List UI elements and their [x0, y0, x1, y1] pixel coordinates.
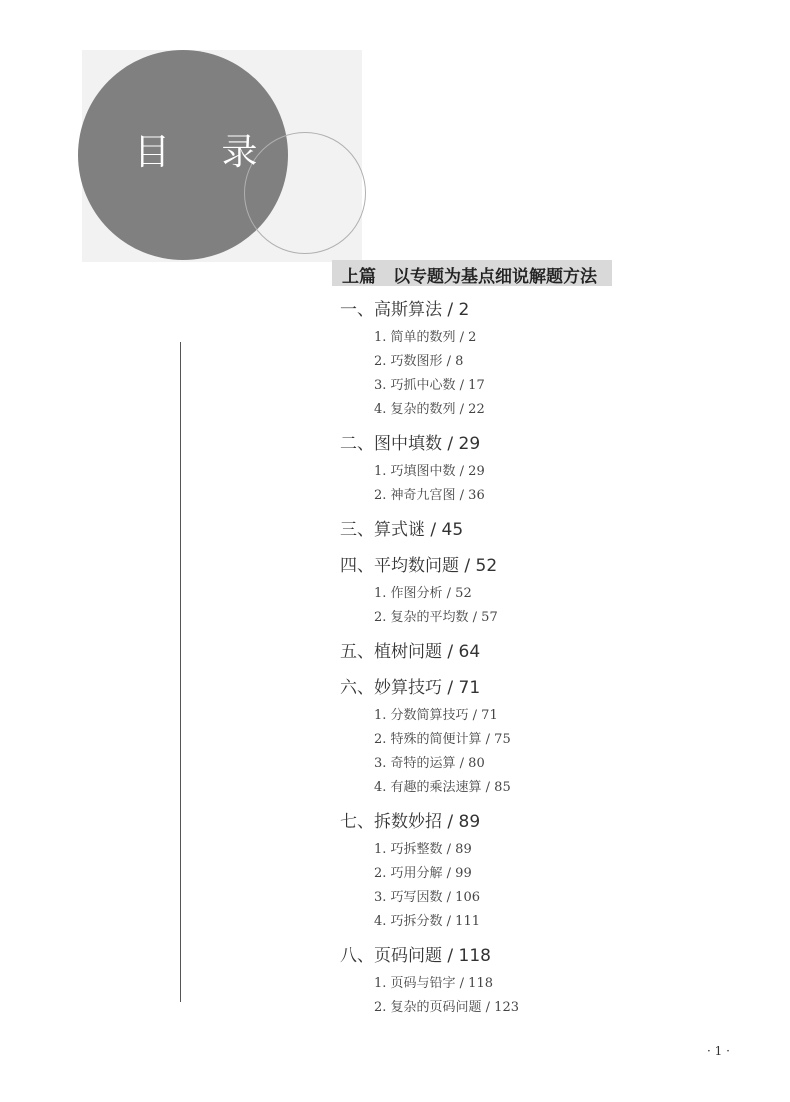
- chapter-spacer: [340, 1020, 760, 1028]
- chapter: [340, 674, 760, 808]
- page-number: · 1 ·: [707, 1044, 730, 1058]
- chapter: [340, 430, 760, 516]
- section-entry[interactable]: 4. 复杂的数列 / 22: [374, 402, 485, 417]
- section-entry[interactable]: 4. 有趣的乘法速算 / 85: [374, 780, 511, 795]
- chapter: [340, 638, 760, 674]
- section-entry[interactable]: 2. 巧用分解 / 99: [374, 866, 472, 881]
- section-entry[interactable]: 2. 特殊的简便计算 / 75: [374, 732, 511, 747]
- chapter-title[interactable]: 二、图中填数 / 29: [340, 434, 481, 454]
- chapter-spacer: [340, 630, 760, 638]
- chapter: [340, 808, 760, 942]
- chapter-spacer: [340, 544, 760, 552]
- chapter-spacer: [340, 800, 760, 808]
- chapter: [340, 516, 760, 552]
- chapter-title[interactable]: 五、植树问题 / 64: [340, 642, 481, 662]
- section-entry[interactable]: 2. 神奇九宫图 / 36: [374, 488, 485, 503]
- page-title: 目 录: [134, 132, 278, 173]
- section-entry[interactable]: 3. 奇特的运算 / 80: [374, 756, 485, 771]
- section-entry[interactable]: 2. 复杂的页码问题 / 123: [374, 1000, 519, 1015]
- chapter-spacer: [340, 934, 760, 942]
- section-entry[interactable]: 3. 巧抓中心数 / 17: [374, 378, 485, 393]
- chapter-title[interactable]: 三、算式谜 / 45: [340, 520, 464, 540]
- table-of-contents: [340, 296, 760, 1028]
- section-entry[interactable]: 3. 巧写因数 / 106: [374, 890, 480, 905]
- section-entry[interactable]: 1. 分数简算技巧 / 71: [374, 708, 498, 723]
- chapter-title[interactable]: 八、页码问题 / 118: [340, 946, 491, 966]
- section-entry[interactable]: 4. 巧拆分数 / 111: [374, 914, 480, 929]
- section-entry[interactable]: 1. 作图分析 / 52: [374, 586, 472, 601]
- chapter-title[interactable]: 六、妙算技巧 / 71: [340, 678, 481, 698]
- section-entry[interactable]: 1. 页码与铅字 / 118: [374, 976, 493, 991]
- chapter-title[interactable]: 一、高斯算法 / 2: [340, 300, 470, 320]
- chapter-spacer: [340, 666, 760, 674]
- chapter: [340, 942, 760, 1028]
- divider-line: [180, 342, 181, 1002]
- section-entry[interactable]: 2. 复杂的平均数 / 57: [374, 610, 498, 625]
- section-entry[interactable]: 1. 巧填图中数 / 29: [374, 464, 485, 479]
- chapter-title[interactable]: 七、拆数妙招 / 89: [340, 812, 481, 832]
- part-title: 上篇 以专题为基点细说解题方法: [342, 267, 597, 287]
- section-entry[interactable]: 1. 巧拆整数 / 89: [374, 842, 472, 857]
- section-entry[interactable]: 1. 简单的数列 / 2: [374, 330, 477, 345]
- chapter: [340, 552, 760, 638]
- chapter-spacer: [340, 422, 760, 430]
- chapter-title[interactable]: 四、平均数问题 / 52: [340, 556, 498, 576]
- chapter-spacer: [340, 508, 760, 516]
- chapter: [340, 296, 760, 430]
- section-entry[interactable]: 2. 巧数图形 / 8: [374, 354, 464, 369]
